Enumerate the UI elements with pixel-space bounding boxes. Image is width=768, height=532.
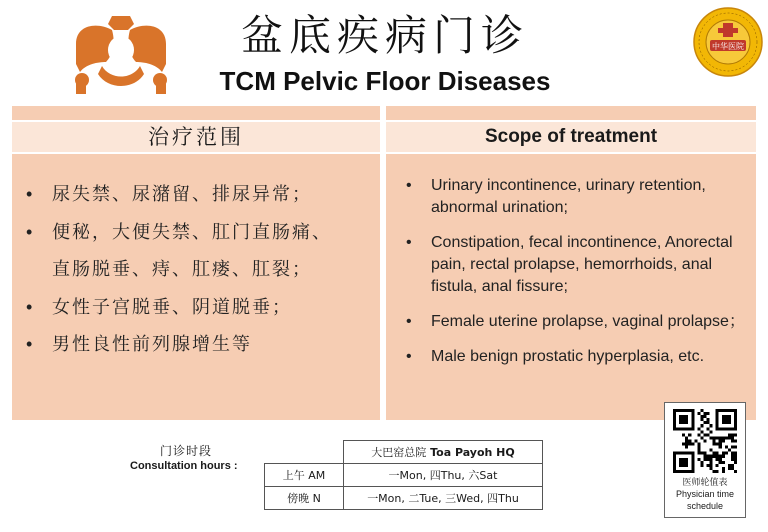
table-header-row	[265, 441, 543, 464]
page-title-english: TCM Pelvic Floor Diseases	[219, 66, 551, 96]
treatment-list-english	[400, 175, 752, 381]
page-title-chinese: 盆底疾病门诊	[240, 11, 529, 60]
treatment-heading-english: Scope of treatment	[386, 122, 756, 152]
list-item: • Constipation, fecal incontinence, Anorectal pain, rectal prolapse, hemorrhoids, anal fistula, anal fissure;	[400, 232, 752, 298]
list-item-line: 直肠脱垂、痔、肛瘘、肛裂；	[52, 259, 312, 280]
list-item: • 男性良性前列腺增生等	[22, 326, 378, 364]
days-cell: 一Mon, 四Thu, 六Sat	[344, 464, 543, 487]
treatment-list-chinese	[22, 176, 378, 364]
session-cell: 傍晚 N	[265, 487, 344, 510]
list-item: • Male benign prostatic hyperplasia, etc.	[400, 346, 752, 368]
table-corner-cell	[265, 441, 344, 464]
table-row	[265, 464, 543, 487]
list-item: • 女性子宫脱垂、阴道脱垂；	[22, 289, 378, 327]
pelvis-icon	[72, 14, 170, 94]
session-cell: 上午 AM	[265, 464, 344, 487]
location-name-english: Toa Payoh HQ	[430, 446, 515, 459]
treatment-heading-chinese: 治疗范围	[12, 122, 380, 152]
clinic-seal-icon	[692, 6, 764, 78]
qr-label-chinese: 医师轮值表	[682, 478, 728, 488]
list-item-line: 便秘，大便失禁、肛门直肠痛、	[52, 221, 332, 243]
decorative-strip-right	[386, 106, 756, 120]
list-item: • Urinary incontinence, urinary retention, abnormal urination;	[400, 175, 752, 219]
decorative-strip-left	[12, 106, 380, 120]
seal-text: 中华医院	[712, 42, 744, 51]
consultation-hours-table	[264, 440, 543, 510]
consultation-label-chinese: 门诊时段	[160, 444, 213, 458]
consultation-label-english: Consultation hours :	[130, 460, 238, 472]
qr-code-icon[interactable]	[673, 409, 737, 473]
list-item	[22, 214, 378, 289]
list-item: • Female uterine prolapse, vaginal prolapse；	[400, 311, 752, 333]
list-item: • 尿失禁、尿潴留、排尿异常；	[22, 176, 378, 214]
qr-code-card[interactable]	[664, 402, 746, 518]
table-row	[265, 487, 543, 510]
location-name-chinese: 大巴窑总院	[371, 446, 427, 459]
qr-label-english: Physician time schedule	[675, 489, 735, 511]
days-cell: 一Mon, 二Tue, 三Wed, 四Thu	[344, 487, 543, 510]
location-header	[344, 441, 543, 464]
